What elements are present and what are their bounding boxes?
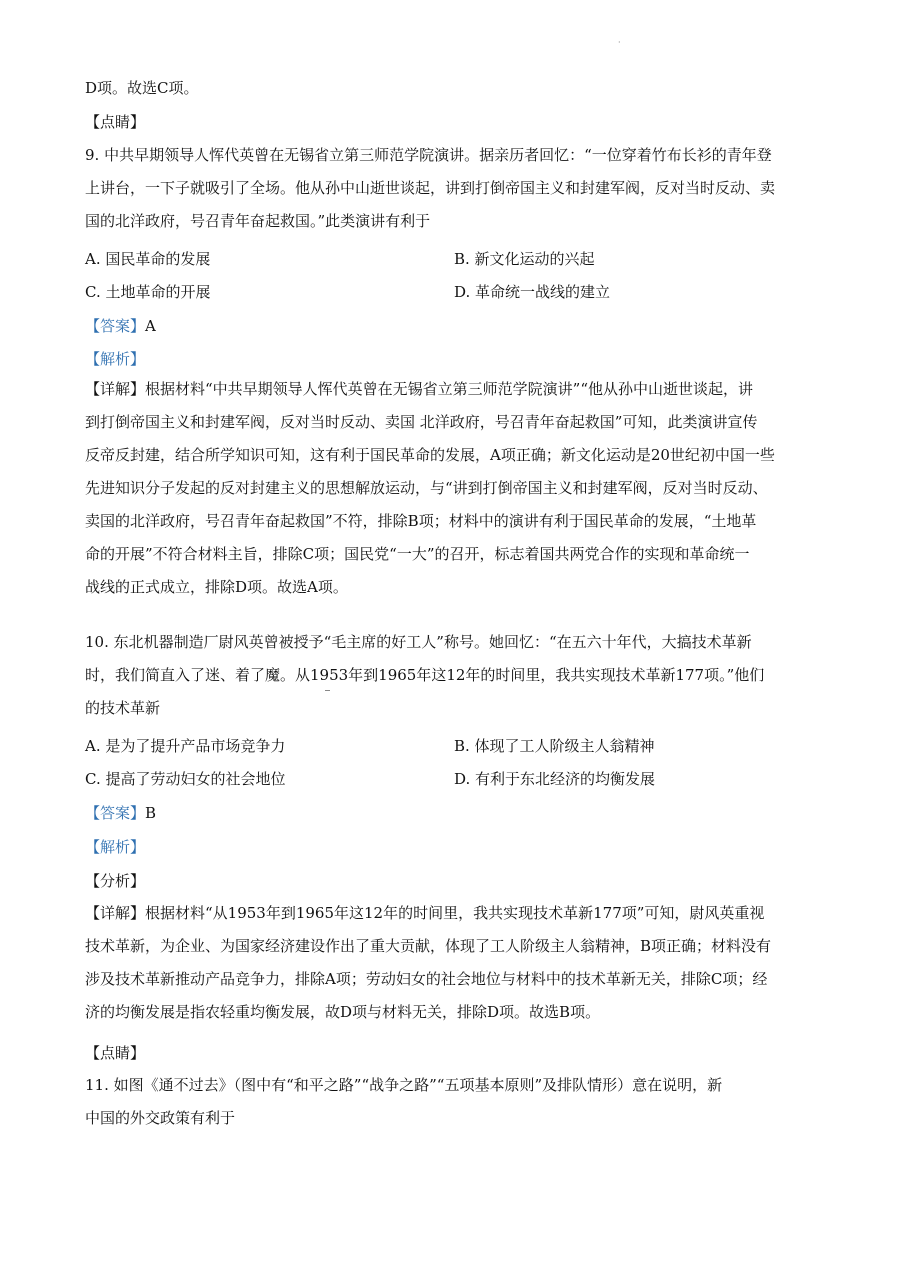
q10-stem-line: 时，我们简直入了迷、着了魔。从1953年到1965年这12年的时间里，我共实现技术革新177项。”他们	[85, 666, 765, 684]
q10-fenxi-heading: 【分析】	[85, 872, 146, 890]
q10-option-d: D. 有利于东北经济的均衡发展	[454, 770, 656, 788]
q9-answer	[85, 316, 830, 338]
q9-option-a: A. 国民革命的发展	[85, 250, 211, 268]
q9-detail-line: 卖国的北洋政府，号召青年奋起救国”不符，排除B项；材料中的演讲有利于国民革命的发展，“土地革	[85, 512, 757, 530]
q9-detail-line: 战线的正式成立，排除D项。故选A项。	[85, 578, 348, 596]
q10-option-c: C. 提高了劳动妇女的社会地位	[85, 770, 286, 788]
dianjing-heading: 【点睛】	[85, 113, 146, 131]
q9-stem	[85, 139, 830, 238]
q9-detail-line: 先进知识分子发起的反对封建主义的思想解放运动，与“讲到打倒帝国主义和封建军阀，反对当时反动、	[85, 479, 768, 497]
q10-answer	[85, 803, 830, 825]
answer-value: B	[145, 804, 157, 822]
q9-detail-line: 到打倒帝国主义和封建军阀，反对当时反动、卖国 北洋政府，号召青年奋起救国”可知，此类演讲宣传	[85, 413, 758, 431]
q9-stem-line: 9. 中共早期领导人恽代英曾在无锡省立第三师范学院演讲。据亲历者回忆：“一位穿着竹布长衫的青年登	[85, 146, 772, 164]
q9-detail	[85, 373, 830, 604]
q9-option-b: B. 新文化运动的兴起	[454, 250, 595, 268]
q10-stem-line: 10. 东北机器制造厂尉风英曾被授予“毛主席的好工人”称号。她回忆：“在五六十年代，大搞技术革新	[85, 633, 752, 651]
q10-detail-line: 济的均衡发展是指农轻重均衡发展，故D项与材料无关，排除D项。故选B项。	[85, 1003, 601, 1021]
previous-answer-end: D项。故选C项。	[85, 79, 199, 97]
q11-stem-line: 11. 如图《通不过去》（图中有“和平之路”“战争之路”“五项基本原则”及排队情形）意在说明，新	[85, 1076, 723, 1094]
q9-detail-line: 命的开展”不符合材料主旨，排除C项；国民党“一大”的召开，标志着国共两党合作的实现和革命统一	[85, 545, 750, 563]
q10-detail	[85, 897, 830, 1029]
q10-stem-line: 的技术革新	[85, 699, 161, 717]
answer-value: A	[145, 317, 156, 335]
q10-detail-line: 技术革新，为企业、为国家经济建设作出了重大贡献，体现了工人阶级主人翁精神，B项正确；材料没有	[85, 937, 772, 955]
q9-stem-line: 上讲台，一下子就吸引了全场。他从孙中山逝世谈起，讲到打倒帝国主义和封建军阀，反对当时反动、卖	[85, 179, 776, 197]
q10-dianjing-heading: 【点睛】	[85, 1044, 146, 1062]
q10-detail-line: 【详解】根据材料“从1953年到1965年这12年的时间里，我共实现技术革新177项”可知，尉风英重视	[85, 904, 765, 922]
q10-detail-line: 涉及技术革新推动产品竞争力，排除A项；劳动妇女的社会地位与材料中的技术革新无关，排除C项；经	[85, 970, 768, 988]
q11-stem-line: 中国的外交政策有利于	[85, 1109, 236, 1127]
page-dot: ·	[618, 38, 621, 47]
q9-option-d: D. 革命统一战线的建立	[454, 283, 611, 301]
q9-analysis-tag: 【解析】	[85, 350, 146, 368]
q9-stem-line: 国的北洋政府，号召青年奋起救国。”此类演讲有利于	[85, 212, 431, 230]
answer-tag: 【答案】	[85, 317, 146, 335]
q9-detail-line: 【详解】根据材料“中共早期领导人恽代英曾在无锡省立第三师范学院演讲”“他从孙中山逝世谈起，讲	[85, 380, 754, 398]
q9-detail-line: 反帝反封建，结合所学知识可知，这有利于国民革命的发展，A项正确；新文化运动是20世纪初中国一些	[85, 446, 775, 464]
q11-stem	[85, 1069, 830, 1135]
answer-tag: 【答案】	[85, 804, 146, 822]
q10-option-a: A. 是为了提升产品市场竞争力	[85, 737, 286, 755]
q9-option-c: C. 土地革命的开展	[85, 283, 211, 301]
q10-analysis-tag: 【解析】	[85, 838, 146, 856]
q10-option-b: B. 体现了工人阶级主人翁精神	[454, 737, 655, 755]
q10-stem	[85, 626, 830, 725]
